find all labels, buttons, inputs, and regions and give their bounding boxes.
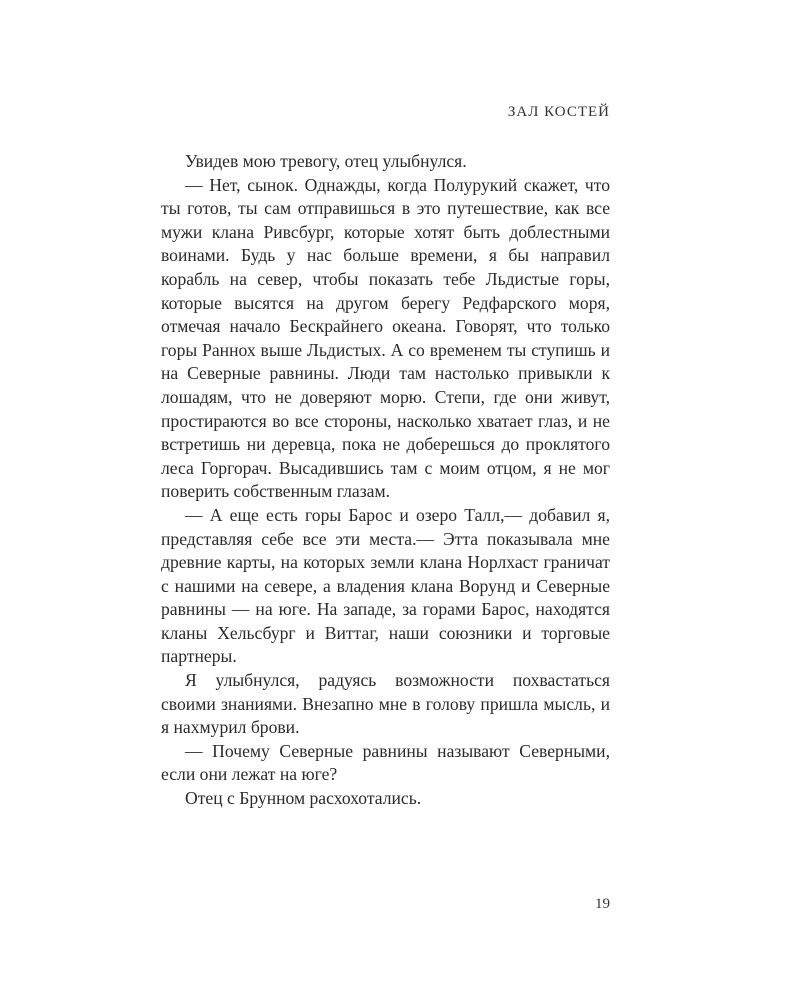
body-text <box>161 150 610 811</box>
paragraph-4: Я улыбнулся, радуясь возможности похвастаться своими знаниями. Внезапно мне в голову пришла мысль, и я нахмурил брови. <box>161 670 610 738</box>
running-head: ЗАЛ КОСТЕЙ <box>507 104 610 120</box>
paragraph-5: — Почему Северные равнины называют Северными, если они лежат на юге? <box>161 740 610 785</box>
paragraph-6: Отец с Брунном расхохотались. <box>185 788 422 809</box>
paragraph-3: — А еще есть горы Барос и озеро Талл,— добавил я, представляя себе все эти места.— Этта показывала мне древние карты, на которых земли клана Норлхаст граничат с нашими на севере, а владения клана Ворунд и Северные равнины — на юге. На западе, за горами Барос, находятся кланы Хельсбург и Виттаг, наши союзники и торговые партнеры. <box>161 504 610 667</box>
paragraph-2: — Нет, сынок. Однажды, когда Полурукий скажет, что ты готов, ты сам отправишься в это путешествие, как все мужи клана Ривсбург, которые хотят быть доблестными воинами. Будь у нас больше времени, я бы направил корабль на север, чтобы показать тебе Льдистые горы, которые высятся на другом берегу Редфарского моря, отмечая начало Бескрайнего океана. Говорят, что только горы Раннох выше Льдистых. А со временем ты ступишь и на Северные равнины. Люди там настолько привыкли к лошадям, что не доверяют морю. Степи, где они живут, простираются во все стороны, насколько хватает глаз, и не встретишь ни деревца, пока не доберешься до проклятого леса Горгорач. Высадившись там с моим отцом, я не мог поверить собственным глазам. <box>161 174 610 502</box>
paragraph-1: Увидев мою тревогу, отец улыбнулся. <box>185 151 467 171</box>
page-number: 19 <box>595 896 610 912</box>
